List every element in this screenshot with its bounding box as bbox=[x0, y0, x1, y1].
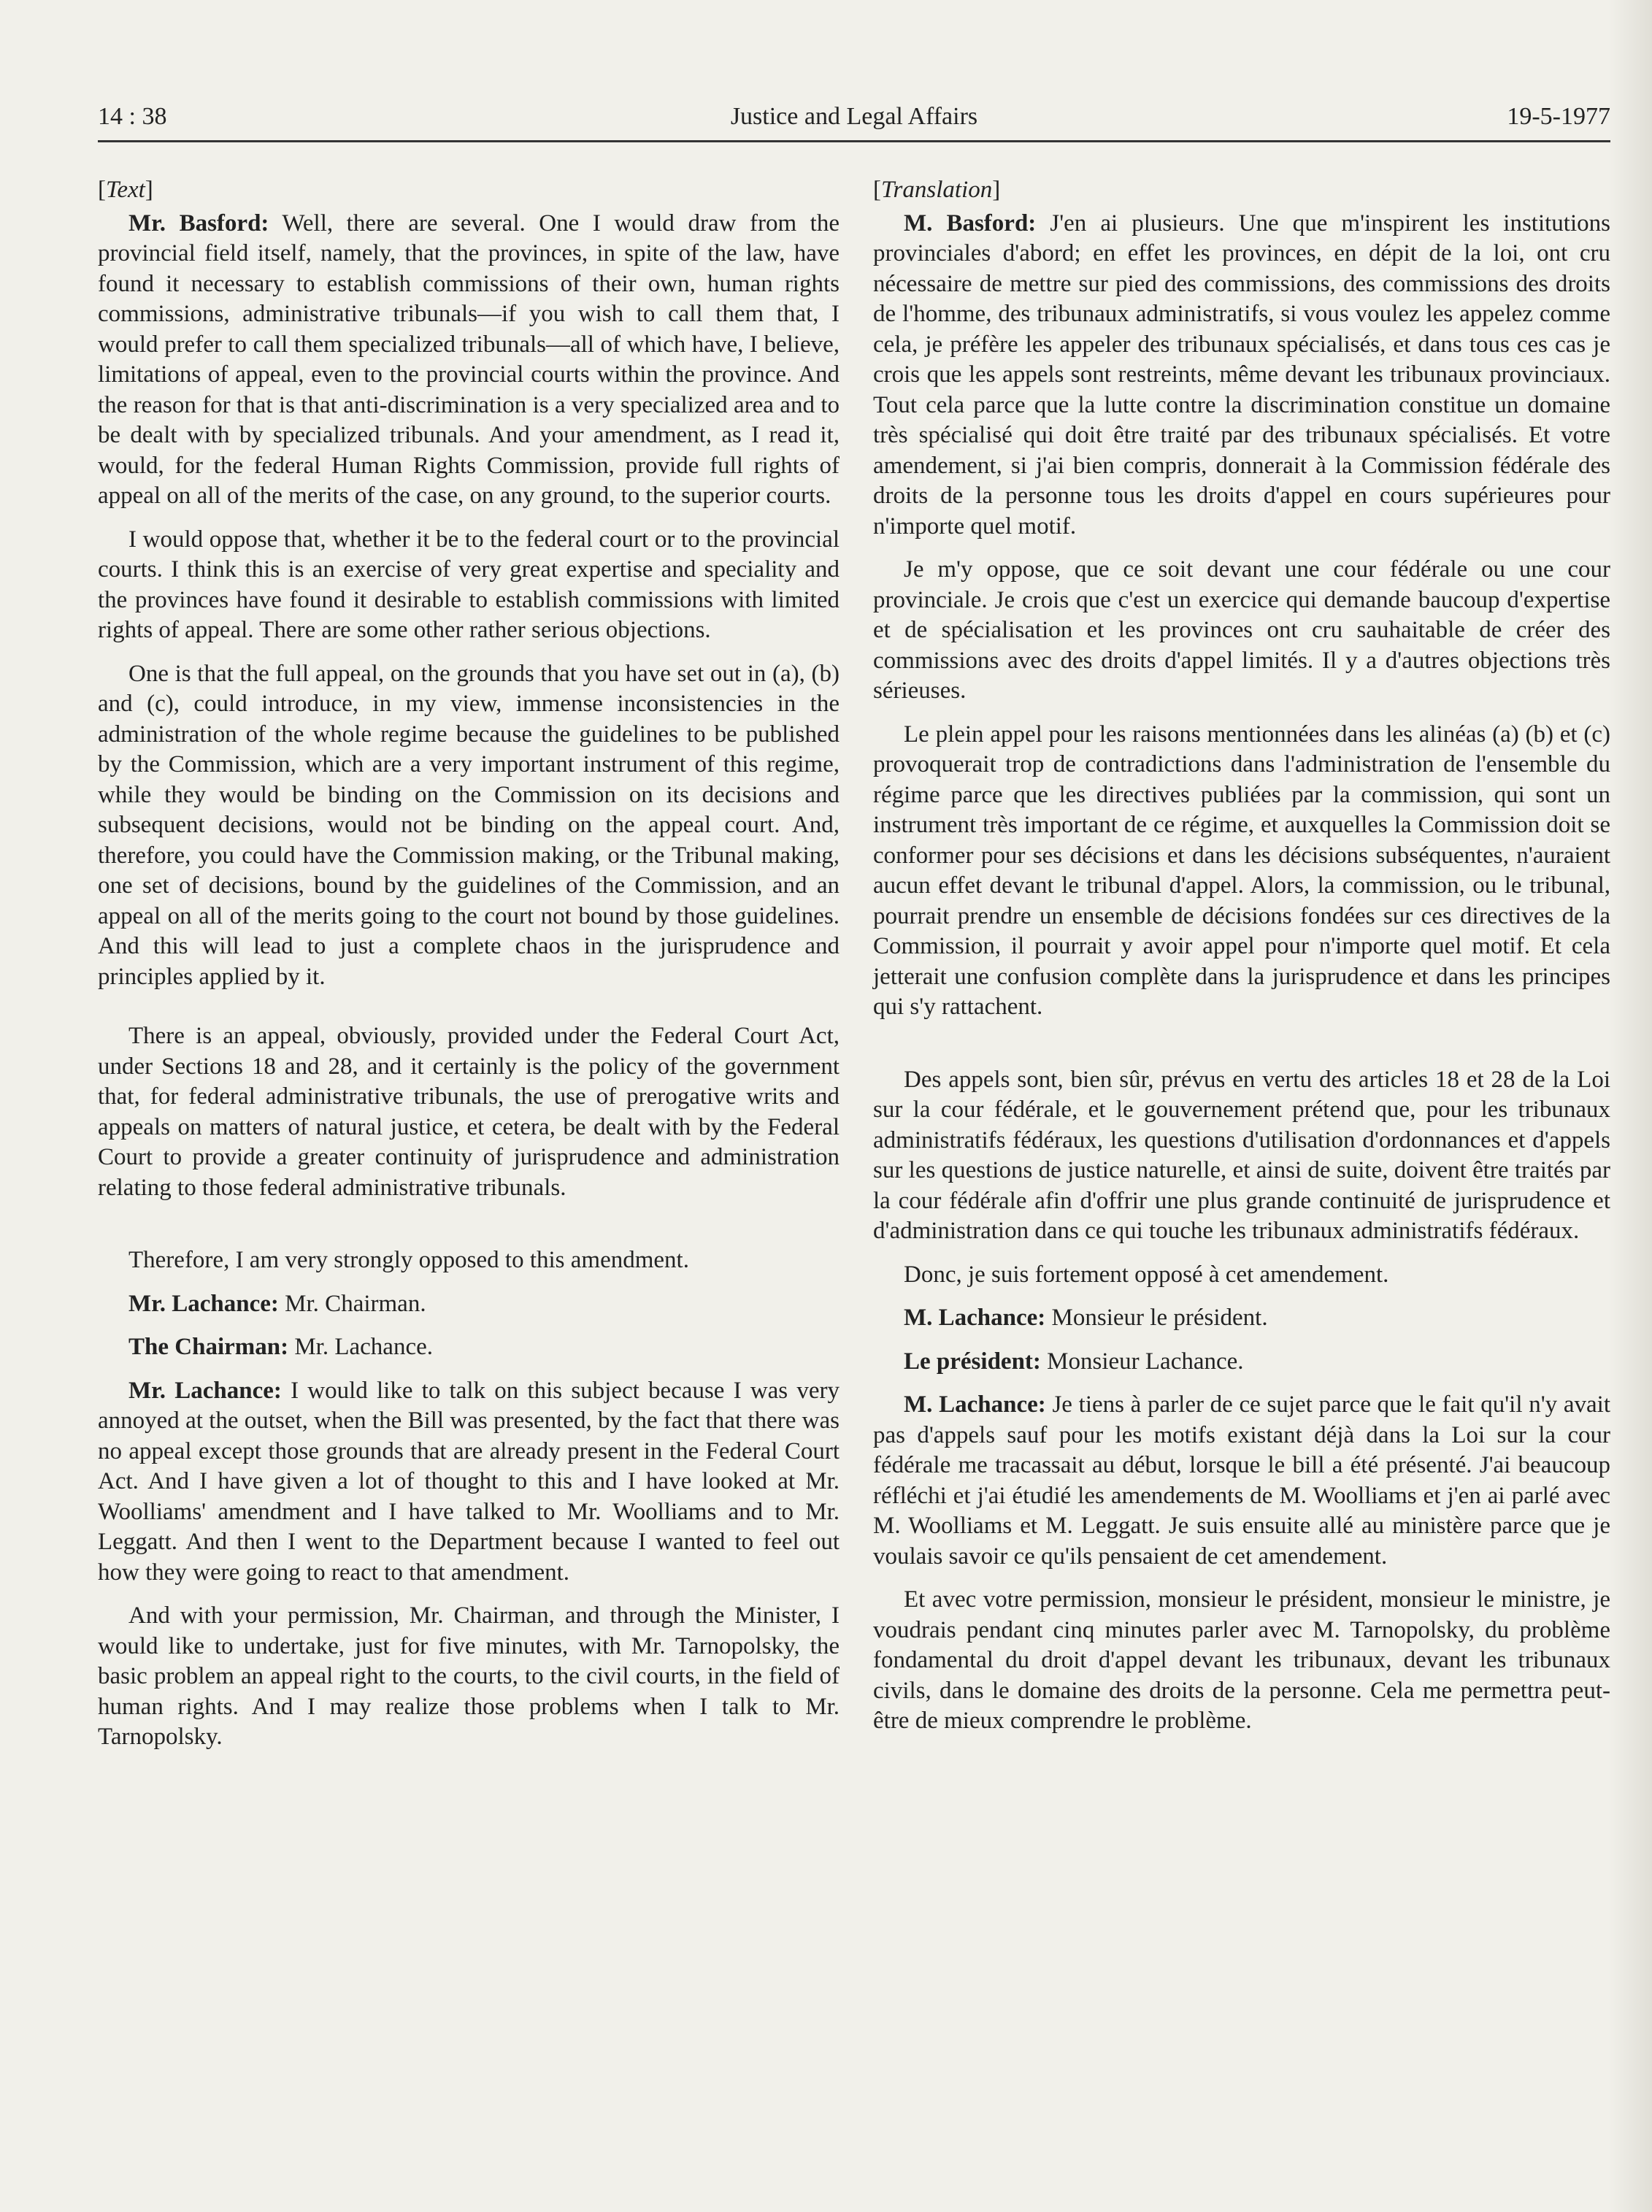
paragraph: M. Lachance: Je tiens à parler de ce sujet parce que le fait qu'il n'y avait pas d'appels sauf pour les motifs existant déjà dans la Loi sur la cour fédérale me tracassait au début, lorsque le bill a été présenté. J'ai beaucoup réfléchi et j'ai étudié les amendements de M. Woolliams et j'en ai parlé avec M. Woolliams et M. Leggatt. Je suis ensuite allé au ministère parce que je voulais savoir ce qu'ils pensaient de cet amendement. bbox=[873, 1391, 1610, 1570]
french-column bbox=[873, 175, 1610, 1750]
speaker: The Chairman: bbox=[128, 1334, 289, 1360]
paragraph: M. Basford: J'en ai plusieurs. Une que m'inspirent les institutions provinciales d'abord; en effet les provinces, en dépit de la loi, ont cru nécessaire de mettre sur pied des commissions, des commissions des droits de l'homme, des tribunaux administratifs, si vous voulez les appelez comme cela, je préfère les appeler des tribunaux spécialisés, et dans tous ces cas je crois que les appels sont restreints, même devant les tribunaux provinciaux. Tout cela parce que la lutte contre la discrimination constitue un domaine très spécialisé qui doit être traité par des tribunaux spécialisés. Et votre amendement, si j'ai bien compris, donnerait à la Commission fédérale des droits de la personne tous les droits d'appel en cours supérieures pour n'importe quel motif. bbox=[873, 210, 1610, 539]
paragraph: Therefore, I am very strongly opposed to this amendment. bbox=[128, 1247, 689, 1273]
english-column bbox=[98, 175, 840, 1766]
paragraph: Et avec votre permission, monsieur le président, monsieur le ministre, je voudrais pendant cinq minutes parler avec M. Tarnopolsky, du problème fondamental du droit d'appel devant les tribunaux, devant les tribunaux civils, dans le domaine des droits de la personne. Cela me permettra peut-être de mieux comprendre le problème. bbox=[873, 1586, 1610, 1734]
paragraph: I would oppose that, whether it be to the federal court or to the provincial courts. I think this is an exercise of very great expertise and speciality and the provinces have found it desirable to establish commissions with limited rights of appeal. There are some other rather serious objections. bbox=[98, 526, 840, 643]
page-edge bbox=[1608, 0, 1652, 2212]
paragraph: Mr. Basford: Well, there are several. One I would draw from the provincial field itself, namely, that the provinces, in spite of the law, have found it necessary to establish commissions of their own, human rights commissions, administrative tribunals—if you wish to call them that, I would prefer to call them specialized tribunals—all of which have, I believe, limitations of appeal, even to the provincial courts within the province. And the reason for that is that anti-discrimination is a very specialized area and to be dealt with by specialized tribunals. And your amendment, as I read it, would, for the federal Human Rights Commission, provide full rights of appeal on all of the merits of the case, on any ground, to the superior courts. bbox=[98, 210, 840, 509]
paragraph: Je m'y oppose, que ce soit devant une cour fédérale ou une cour provinciale. Je crois que c'est un exercice qui demande baucoup d'expertise et de spécialisation et les provinces ont cru sauhaitable de créer des commissions avec des droits d'appel limités. Il y a d'autres objections très sérieuses. bbox=[873, 556, 1610, 704]
speaker: M. Lachance: bbox=[904, 1391, 1046, 1418]
paragraph: Mr. Lachance: Mr. Chairman. bbox=[128, 1290, 426, 1317]
paragraph: Le président: Monsieur Lachance. bbox=[904, 1348, 1244, 1375]
speaker: Mr. Lachance: bbox=[128, 1290, 279, 1317]
english-tag: [Text] bbox=[98, 177, 153, 203]
speaker: M. Basford: bbox=[904, 210, 1037, 237]
speaker: Mr. Lachance: bbox=[128, 1377, 282, 1404]
paragraph: There is an appeal, obviously, provided under the Federal Court Act, under Sections 18 and 28, and it certainly is the policy of the government that, for federal administrative tribunals, the use of prerogative writs and appeals on matters of natural justice, et cetera, be dealt with by the Federal Court to provide a greater continuity of jurisprudence and administration relating to those federal administrative tribunals. bbox=[98, 1023, 840, 1201]
header-title: Justice and Legal Affairs bbox=[730, 103, 978, 130]
paragraph: Des appels sont, bien sûr, prévus en vertu des articles 18 et 28 de la Loi sur la cour fédérale, et le gouvernement prétend que, pour les tribunaux administratifs fédéraux, les questions d'utilisation d'ordonnances et d'appels sur les questions de justice naturelle, et ainsi de suite, doivent être traités par la cour fédérale afin d'offrir une plus grande continuité de jurisprudence et d'administration dans ce qui touche les tribunaux administratifs fédéraux. bbox=[873, 1066, 1610, 1244]
paragraph: Donc, je suis fortement opposé à cet amendement. bbox=[904, 1261, 1389, 1288]
page-number: 14 : 38 bbox=[98, 103, 167, 130]
paragraph: Le plein appel pour les raisons mentionnées dans les alinéas (a) (b) et (c) provoquerait trop de contradictions dans l'administration de l'ensemble du régime parce que les directives publiées par la commission, qui sont un instrument très important de ce régime, et auxquelles la Commission doit se conformer pour ses décisions et dans les décisions subséquentes, n'auraient aucun effet devant le tribunal d'appel. Alors, la commission, ou le tribunal, pourrait prendre un ensemble de décisions fondées sur ces directives de la Commission, il pourrait y avoir appel pour n'importe quel motif. Et cela jetterait une confusion complète dans la jurisprudence et dans les principes qui s'y rattachent. bbox=[873, 721, 1610, 1020]
speaker: Mr. Basford: bbox=[128, 210, 269, 237]
paragraph: M. Lachance: Monsieur le président. bbox=[904, 1305, 1268, 1331]
speaker: M. Lachance: bbox=[904, 1305, 1046, 1331]
french-tag: [Translation] bbox=[873, 177, 1001, 203]
paragraph: The Chairman: Mr. Lachance. bbox=[128, 1334, 433, 1360]
paragraph: Mr. Lachance: I would like to talk on this subject because I was very annoyed at the outset, when the Bill was presented, by the fact that there was no appeal except those grounds that are already present in the Federal Court Act. And I have given a lot of thought to this and I have looked at Mr. Woolliams' amendment and I have talked to Mr. Woolliams and to Mr. Leggatt. And then I went to the Department because I wanted to feel out how they were going to react to that amendment. bbox=[98, 1377, 840, 1586]
header-date: 19-5-1977 bbox=[1507, 103, 1610, 130]
paragraph: One is that the full appeal, on the grounds that you have set out in (a), (b) and (c), could introduce, in my view, immense inconsistencies in the administration of the whole regime because the guidelines to be published by the Commission, which are a very important instrument of this regime, while they would be binding on the Commission on its decisions and subsequent decisions, would not be binding on the appeal court. And, therefore, you could have the Commission making, or the Tribunal making, one set of decisions, bound by the guidelines of the Commission, and an appeal on all of the merits going to the court not bound by those guidelines. And this will lead to just a complete chaos in the jurisprudence and principles applied by it. bbox=[98, 660, 840, 990]
paragraph: And with your permission, Mr. Chairman, and through the Minister, I would like to undertake, just for five minutes, with Mr. Tarnopolsky, the basic problem an appeal right to the courts, to the civil courts, in the field of human rights. And I may realize those problems when I talk to Mr. Tarnopolsky. bbox=[98, 1602, 840, 1750]
running-header bbox=[98, 96, 1610, 142]
speaker: Le président: bbox=[904, 1348, 1041, 1375]
